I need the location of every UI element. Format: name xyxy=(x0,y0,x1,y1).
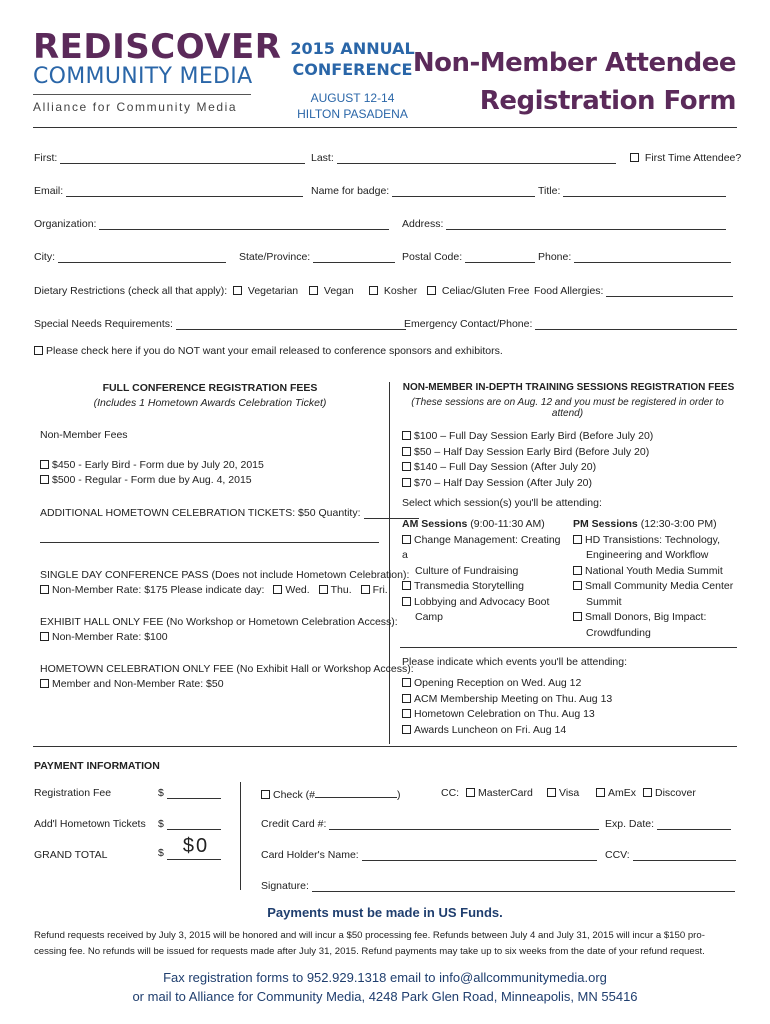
first-name-label: First: xyxy=(34,152,58,164)
check-checkbox[interactable] xyxy=(261,790,270,799)
am-session-item[interactable] xyxy=(402,533,568,564)
training-options-list xyxy=(402,429,653,491)
vegan-option[interactable] xyxy=(309,285,354,297)
training-option-label: $100 – Full Day Session Early Bird (Before July 20) xyxy=(414,430,654,442)
pm-sessions-label: PM Sessions xyxy=(573,518,638,530)
additional-tickets-field[interactable] xyxy=(40,507,419,519)
contact-line2: or mail to Alliance for Community Media, 4248 Park Glen Road, Minneapolis, MN 55416 xyxy=(132,989,638,1004)
full-fees-heading: FULL CONFERENCE REGISTRATION FEES xyxy=(102,382,318,394)
title-field[interactable] xyxy=(538,185,726,197)
org-logo xyxy=(33,27,282,114)
early-bird-label: $450 - Early Bird - Form due by July 20, 2015 xyxy=(52,459,264,471)
training-subheading: (These sessions are on Aug. 12 and you must be registered in order to attend) xyxy=(411,397,724,419)
organization-label: Organization: xyxy=(34,218,97,230)
single-day-label: SINGLE DAY CONFERENCE PASS (Does not include Hometown Celebration): xyxy=(40,569,410,581)
payment-top-rule xyxy=(33,746,737,747)
first-time-label: First Time Attendee? xyxy=(644,152,742,164)
pm-session-checkbox[interactable] xyxy=(573,566,582,575)
mastercard-option[interactable] xyxy=(466,787,533,799)
am-sessions-label: AM Sessions xyxy=(402,518,468,530)
pm-session-label-cont: Engineering and Workflow xyxy=(586,549,709,561)
check-number-input[interactable] xyxy=(315,787,397,798)
email-field[interactable] xyxy=(34,185,303,197)
phone-label: Phone: xyxy=(538,251,572,263)
event-item[interactable] xyxy=(402,676,612,692)
badge-name-field[interactable] xyxy=(311,185,535,197)
early-bird-option[interactable] xyxy=(40,459,264,471)
check-label: Check (# xyxy=(273,789,316,801)
event-checkbox[interactable] xyxy=(402,709,411,718)
last-name-label: Last: xyxy=(311,152,334,164)
thu-checkbox[interactable] xyxy=(319,585,328,594)
last-name-input[interactable] xyxy=(337,152,616,164)
event-label: Hometown Celebration on Thu. Aug 13 xyxy=(414,708,595,720)
event-checkbox[interactable] xyxy=(402,725,411,734)
regular-option[interactable] xyxy=(40,474,252,486)
training-option-checkbox[interactable] xyxy=(402,478,411,487)
visa-label: Visa xyxy=(559,787,580,799)
state-label: State/Province: xyxy=(239,251,311,263)
am-session-label-cont: Culture of Fundraising xyxy=(415,564,519,577)
emergency-contact-input[interactable] xyxy=(535,318,737,330)
celiac-option[interactable] xyxy=(427,285,529,297)
special-needs-input[interactable] xyxy=(176,318,406,330)
discover-label: Discover xyxy=(655,787,696,799)
pm-session-item[interactable] xyxy=(573,610,737,626)
vegan-checkbox[interactable] xyxy=(309,286,318,295)
payment-heading: PAYMENT INFORMATION xyxy=(34,760,160,772)
exhibit-rate-option[interactable] xyxy=(40,631,168,643)
address-label: Address: xyxy=(402,218,444,230)
org-tagline: Alliance for Community Media xyxy=(33,100,238,114)
hometown-rate-label: Member and Non-Member Rate: $50 xyxy=(52,678,224,690)
grand-total-value: $0 xyxy=(182,835,210,857)
dollar-sign: $ xyxy=(158,787,164,799)
reg-fee-label: Registration Fee xyxy=(34,787,112,799)
first-time-checkbox[interactable] xyxy=(630,153,639,162)
organization-input[interactable] xyxy=(99,218,389,230)
title-input[interactable] xyxy=(563,185,726,197)
mastercard-checkbox[interactable] xyxy=(466,788,475,797)
am-session-item[interactable] xyxy=(402,595,568,611)
kosher-option[interactable] xyxy=(369,285,417,297)
form-title-line2: Registration Form xyxy=(479,86,736,116)
dollar-sign: $ xyxy=(158,818,164,830)
badge-name-input[interactable] xyxy=(392,185,535,197)
addl-tickets-input[interactable] xyxy=(167,818,221,830)
credit-card-input[interactable] xyxy=(329,818,599,830)
ccv-field[interactable] xyxy=(605,849,736,861)
reg-fee-field[interactable] xyxy=(158,787,221,799)
ccv-label: CCV: xyxy=(605,849,630,861)
vegetarian-option[interactable] xyxy=(233,285,298,297)
conference-dates: AUGUST 12-14 xyxy=(310,91,395,105)
city-input[interactable] xyxy=(58,251,226,263)
card-holder-field[interactable] xyxy=(261,849,597,861)
am-session-label-cont: Camp xyxy=(415,611,444,623)
training-option[interactable] xyxy=(402,445,653,461)
session-select-prompt: Select which session(s) you'll be attending: xyxy=(402,497,602,509)
am-session-checkbox[interactable] xyxy=(402,597,411,606)
emergency-contact-label: Emergency Contact/Phone: xyxy=(404,318,533,330)
additional-tickets-label: ADDITIONAL HOMETOWN CELEBRATION TICKETS: $50 Quantity: xyxy=(40,507,361,519)
pm-session-label: HD Transistions: Technology, xyxy=(585,533,721,546)
exhibit-label: EXHIBIT HALL ONLY FEE (No Workshop or Hometown Celebration Access): xyxy=(40,616,398,628)
pm-session-item[interactable] xyxy=(573,579,737,595)
regular-checkbox[interactable] xyxy=(40,475,49,484)
early-bird-checkbox[interactable] xyxy=(40,460,49,469)
signature-input[interactable] xyxy=(312,880,735,892)
postal-code-field[interactable] xyxy=(402,251,535,263)
check-option[interactable] xyxy=(261,787,401,801)
hometown-rate-option[interactable] xyxy=(40,678,224,690)
training-option-label: $50 – Half Day Session Early Bird (Before July 20) xyxy=(414,445,650,458)
fri-checkbox[interactable] xyxy=(361,585,370,594)
pm-session-checkbox[interactable] xyxy=(573,581,582,590)
exp-date-field[interactable] xyxy=(605,818,731,830)
mastercard-label: MasterCard xyxy=(478,787,533,799)
single-day-rate-row xyxy=(40,584,388,596)
fri-label: Fri. xyxy=(372,584,388,596)
signature-field[interactable] xyxy=(261,880,735,892)
contact-line1: Fax registration forms to 952.929.1318 email to info@allcommunitymedia.org xyxy=(163,970,607,985)
phone-field[interactable] xyxy=(538,251,731,263)
form-title-line1: Non-Member Attendee xyxy=(412,48,736,78)
event-checkbox[interactable] xyxy=(402,694,411,703)
pm-sessions xyxy=(573,517,737,641)
training-option-label: $140 – Full Day Session (After July 20) xyxy=(414,461,597,473)
conference-info xyxy=(270,38,435,122)
special-needs-label: Special Needs Requirements: xyxy=(34,318,173,330)
form-title xyxy=(413,44,736,120)
header-rule xyxy=(33,127,737,128)
logo-divider xyxy=(33,94,251,95)
am-session-item[interactable] xyxy=(402,579,568,595)
event-label: Awards Luncheon on Fri. Aug 14 xyxy=(414,723,567,736)
am-session-checkbox[interactable] xyxy=(402,581,411,590)
state-field[interactable] xyxy=(239,251,395,263)
food-allergies-input[interactable] xyxy=(606,285,733,297)
address-field[interactable] xyxy=(402,218,726,230)
payment-divider xyxy=(240,782,241,890)
organization-field[interactable] xyxy=(34,218,389,230)
refund-policy xyxy=(34,928,744,959)
pm-session-label: National Youth Media Summit xyxy=(585,564,723,577)
email-input[interactable] xyxy=(66,185,303,197)
pm-session-label: Small Donors, Big Impact: xyxy=(585,611,707,623)
us-funds-notice: Payments must be made in US Funds. xyxy=(267,905,503,920)
single-day-rate-label: Non-Member Rate: $175 Please indicate day: xyxy=(52,584,265,596)
wed-checkbox[interactable] xyxy=(273,585,282,594)
food-allergies-field[interactable] xyxy=(534,285,733,297)
additional-tickets-line xyxy=(40,542,379,543)
training-option-checkbox[interactable] xyxy=(402,431,411,440)
wed-label: Wed. xyxy=(285,584,310,596)
exhibit-checkbox[interactable] xyxy=(40,632,49,641)
conference-name-line2: CONFERENCE xyxy=(292,60,413,79)
exhibit-rate-label: Non-Member Rate: $100 xyxy=(52,631,168,643)
grand-total-input[interactable] xyxy=(167,835,221,860)
event-label: Opening Reception on Wed. Aug 12 xyxy=(414,677,582,689)
dollar-sign: $ xyxy=(158,847,164,859)
training-option-label: $70 – Half Day Session (After July 20) xyxy=(414,476,592,489)
cc-label: CC: xyxy=(441,787,460,799)
training-option-checkbox[interactable] xyxy=(402,447,411,456)
city-label: City: xyxy=(34,251,55,263)
pm-session-item[interactable] xyxy=(573,564,737,580)
emergency-contact-field[interactable] xyxy=(404,318,737,330)
credit-card-field[interactable] xyxy=(261,818,599,830)
email-optout-checkbox[interactable] xyxy=(34,346,43,355)
am-session-checkbox[interactable] xyxy=(402,535,411,544)
title-label: Title: xyxy=(538,185,561,197)
event-label: ACM Membership Meeting on Thu. Aug 13 xyxy=(414,692,613,705)
hometown-only-label: HOMETOWN CELEBRATION ONLY FEE (No Exhibit Hall or Workshop Access): xyxy=(40,663,414,675)
am-sessions-time: (9:00-11:30 AM) xyxy=(470,518,545,530)
refund-policy-line2: cessing fee. No refunds will be issued for requests made after July 31, 2015. Refund payments may take up to six weeks from the date of your refund request. xyxy=(34,945,705,957)
pm-session-label: Small Community Media Center xyxy=(585,580,734,592)
org-subtitle: COMMUNITY MEDIA xyxy=(33,64,253,89)
kosher-checkbox[interactable] xyxy=(369,286,378,295)
am-session-label: Transmedia Storytelling xyxy=(414,580,524,592)
first-time-attendee[interactable] xyxy=(630,152,741,164)
discover-option[interactable] xyxy=(643,787,696,799)
vegan-label: Vegan xyxy=(323,285,354,297)
city-field[interactable] xyxy=(34,251,226,263)
conference-name-line1: 2015 ANNUAL xyxy=(290,39,415,58)
ccv-input[interactable] xyxy=(633,849,736,861)
card-holder-label: Card Holder's Name: xyxy=(261,849,359,861)
badge-name-label: Name for badge: xyxy=(311,185,390,197)
postal-code-input[interactable] xyxy=(465,251,535,263)
events-prompt: Please indicate which events you'll be attending: xyxy=(402,656,627,668)
special-needs-field[interactable] xyxy=(34,318,406,330)
pm-session-checkbox[interactable] xyxy=(573,612,582,621)
amex-checkbox[interactable] xyxy=(596,788,605,797)
credit-card-label: Credit Card #: xyxy=(261,818,327,830)
refund-policy-line1: Refund requests received by July 3, 2015 will be honored and will incur a $50 processing fee. Refunds between July 4 and July 31, 2015 will incur a $150 pro- xyxy=(34,930,705,941)
discover-checkbox[interactable] xyxy=(643,788,652,797)
last-name-field[interactable] xyxy=(311,152,616,164)
training-option[interactable] xyxy=(402,476,653,492)
first-name-field[interactable] xyxy=(34,152,305,164)
postal-code-label: Postal Code: xyxy=(402,251,463,263)
phone-input[interactable] xyxy=(574,251,731,263)
pm-session-label-cont: Crowdfunding xyxy=(586,626,651,639)
am-session-label: Change Management: Creating a xyxy=(402,533,561,561)
email-optout-option[interactable] xyxy=(34,345,503,357)
food-allergies-label: Food Allergies: xyxy=(534,285,604,297)
org-title: REDISCOVER xyxy=(33,27,282,67)
single-day-checkbox[interactable] xyxy=(40,585,49,594)
contact-info xyxy=(0,968,770,1006)
event-item[interactable] xyxy=(402,692,612,708)
dietary-label: Dietary Restrictions (check all that apply): xyxy=(34,285,228,297)
pm-session-checkbox[interactable] xyxy=(573,535,582,544)
regular-label: $500 - Regular - Form due by Aug. 4, 2015 xyxy=(52,474,252,486)
reg-fee-input[interactable] xyxy=(167,787,221,799)
vegetarian-label: Vegetarian xyxy=(247,285,299,297)
column-divider xyxy=(389,382,390,744)
celiac-checkbox[interactable] xyxy=(427,286,436,295)
addl-tickets-field[interactable] xyxy=(158,818,221,830)
state-input[interactable] xyxy=(313,251,395,263)
amex-option[interactable] xyxy=(596,787,636,799)
full-fees-subheading: (Includes 1 Hometown Awards Celebration Ticket) xyxy=(93,397,327,409)
card-holder-input[interactable] xyxy=(362,849,597,861)
thu-label: Thu. xyxy=(330,584,352,596)
event-checkbox[interactable] xyxy=(402,678,411,687)
pm-session-item[interactable] xyxy=(573,533,737,549)
hometown-checkbox[interactable] xyxy=(40,679,49,688)
training-option[interactable] xyxy=(402,429,653,445)
grand-total-field[interactable] xyxy=(158,835,221,860)
event-item[interactable] xyxy=(402,707,612,723)
first-name-input[interactable] xyxy=(60,152,305,164)
exp-date-input[interactable] xyxy=(657,818,731,830)
check-close-paren: ) xyxy=(397,789,401,801)
training-option[interactable] xyxy=(402,460,653,476)
vegetarian-checkbox[interactable] xyxy=(233,286,242,295)
addl-tickets-label: Add'l Hometown Tickets xyxy=(34,818,146,830)
nonmember-fees-label: Non-Member Fees xyxy=(40,429,128,441)
training-heading: NON-MEMBER IN-DEPTH TRAINING SESSIONS REGISTRATION FEES xyxy=(402,382,735,393)
exp-date-label: Exp. Date: xyxy=(605,818,655,830)
am-sessions xyxy=(402,517,568,626)
pm-sessions-time: (12:30-3:00 PM) xyxy=(640,518,717,530)
email-optout-label: Please check here if you do NOT want your email released to conference sponsors and exhibitors. xyxy=(46,345,503,357)
visa-option[interactable] xyxy=(547,787,579,799)
training-option-checkbox[interactable] xyxy=(402,462,411,471)
events-list xyxy=(402,676,612,738)
amex-label: AmEx xyxy=(608,787,637,799)
visa-checkbox[interactable] xyxy=(547,788,556,797)
sessions-divider xyxy=(400,647,737,648)
kosher-label: Kosher xyxy=(383,285,418,297)
pm-session-label-cont: Summit xyxy=(586,595,622,608)
grand-total-label: GRAND TOTAL xyxy=(34,849,108,861)
celiac-label: Celiac/Gluten Free xyxy=(441,285,530,297)
signature-label: Signature: xyxy=(261,880,309,892)
conference-venue: HILTON PASADENA xyxy=(297,107,408,121)
email-label: Email: xyxy=(34,185,64,197)
address-input[interactable] xyxy=(446,218,726,230)
am-session-label: Lobbying and Advocacy Boot xyxy=(414,595,550,608)
event-item[interactable] xyxy=(402,723,612,739)
